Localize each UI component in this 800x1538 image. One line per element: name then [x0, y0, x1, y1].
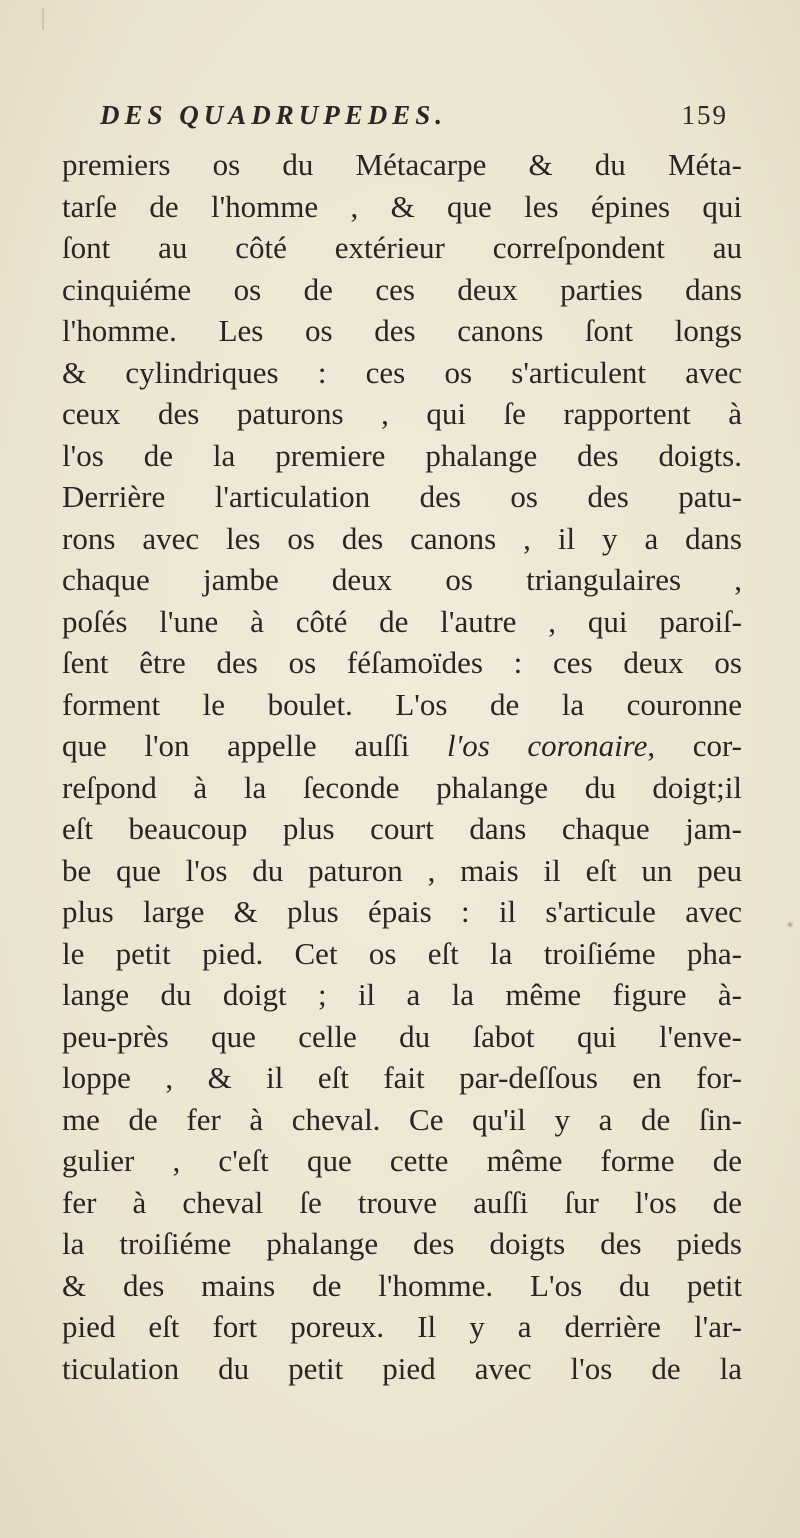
- text-line: ſont au côté extérieur correſpondent au: [62, 230, 742, 265]
- text-line: reſpond à la ſeconde phalange du doigt;il: [62, 769, 742, 805]
- text-line: peu-près que celle du ſabot qui l'enve-: [62, 1018, 742, 1054]
- text-line: pied eſt fort poreux. Il y a derrière l'ar-: [62, 1309, 742, 1344]
- text-line: & des mains de l'homme. L'os du petit: [62, 1267, 742, 1303]
- running-head: DES QUADRUPEDES.: [100, 100, 448, 130]
- stray-ink-mark: [42, 8, 44, 30]
- text-line: l'os de la premiere phalange des doigts.: [62, 437, 742, 473]
- text-line: be que l'os du paturon , mais il eſt un peu: [62, 852, 742, 888]
- text-line: l'homme. Les os des canons ſont longs: [62, 313, 742, 348]
- text-line: le petit pied. Cet os eſt la troiſiéme pha-: [62, 935, 742, 971]
- text-line: fer à cheval ſe trouve auſſi ſur l'os de: [62, 1184, 742, 1220]
- text-line: Derrière l'articulation des os des patu-: [62, 479, 742, 514]
- text-segment: que l'on appelle auſſi: [62, 728, 410, 763]
- italic-term: l'os coronaire: [446, 728, 648, 763]
- margin-ink-mark: ✶: [785, 918, 796, 932]
- text-line: tarſe de l'homme , & que les épines qui: [62, 188, 742, 224]
- text-line: rons avec les os des canons , il y a dans: [62, 520, 742, 556]
- text-line: loppe , & il eſt fait par-deſſous en for-: [62, 1060, 742, 1095]
- text-line: ticulation du petit pied avec l'os de la: [62, 1350, 742, 1386]
- text-line: poſés l'une à côté de l'autre , qui paroiſ-: [62, 603, 742, 639]
- page-header: [100, 100, 740, 140]
- text-line: lange du doigt ; il a la même figure à-: [62, 977, 742, 1012]
- text-line: ſent être des os féſamoïdes : ces deux os: [62, 645, 742, 680]
- text-line: eſt beaucoup plus court dans chaque jam-: [62, 811, 742, 846]
- text-line: gulier , c'eſt que cette même forme de: [62, 1143, 742, 1178]
- page-number: 159: [681, 100, 728, 130]
- text-line-with-italic: [62, 725, 742, 767]
- text-line: premiers os du Métacarpe & du Méta-: [62, 147, 742, 182]
- text-line: ceux des paturons , qui ſe rapportent à: [62, 396, 742, 431]
- text-line: plus large & plus épais : il s'articule avec: [62, 894, 742, 929]
- text-line: forment le boulet. L'os de la couronne: [62, 686, 742, 722]
- text-line: & cylindriques : ces os s'articulent avec: [62, 354, 742, 390]
- body-text: [62, 144, 742, 1389]
- text-line: chaque jambe deux os triangulaires ,: [62, 562, 742, 597]
- text-line: me de fer à cheval. Ce qu'il y a de ſin-: [62, 1101, 742, 1137]
- text-segment: , cor-: [647, 728, 742, 763]
- text-line: cinquiéme os de ces deux parties dans: [62, 271, 742, 307]
- text-line: la troiſiéme phalange des doigts des pieds: [62, 1226, 742, 1261]
